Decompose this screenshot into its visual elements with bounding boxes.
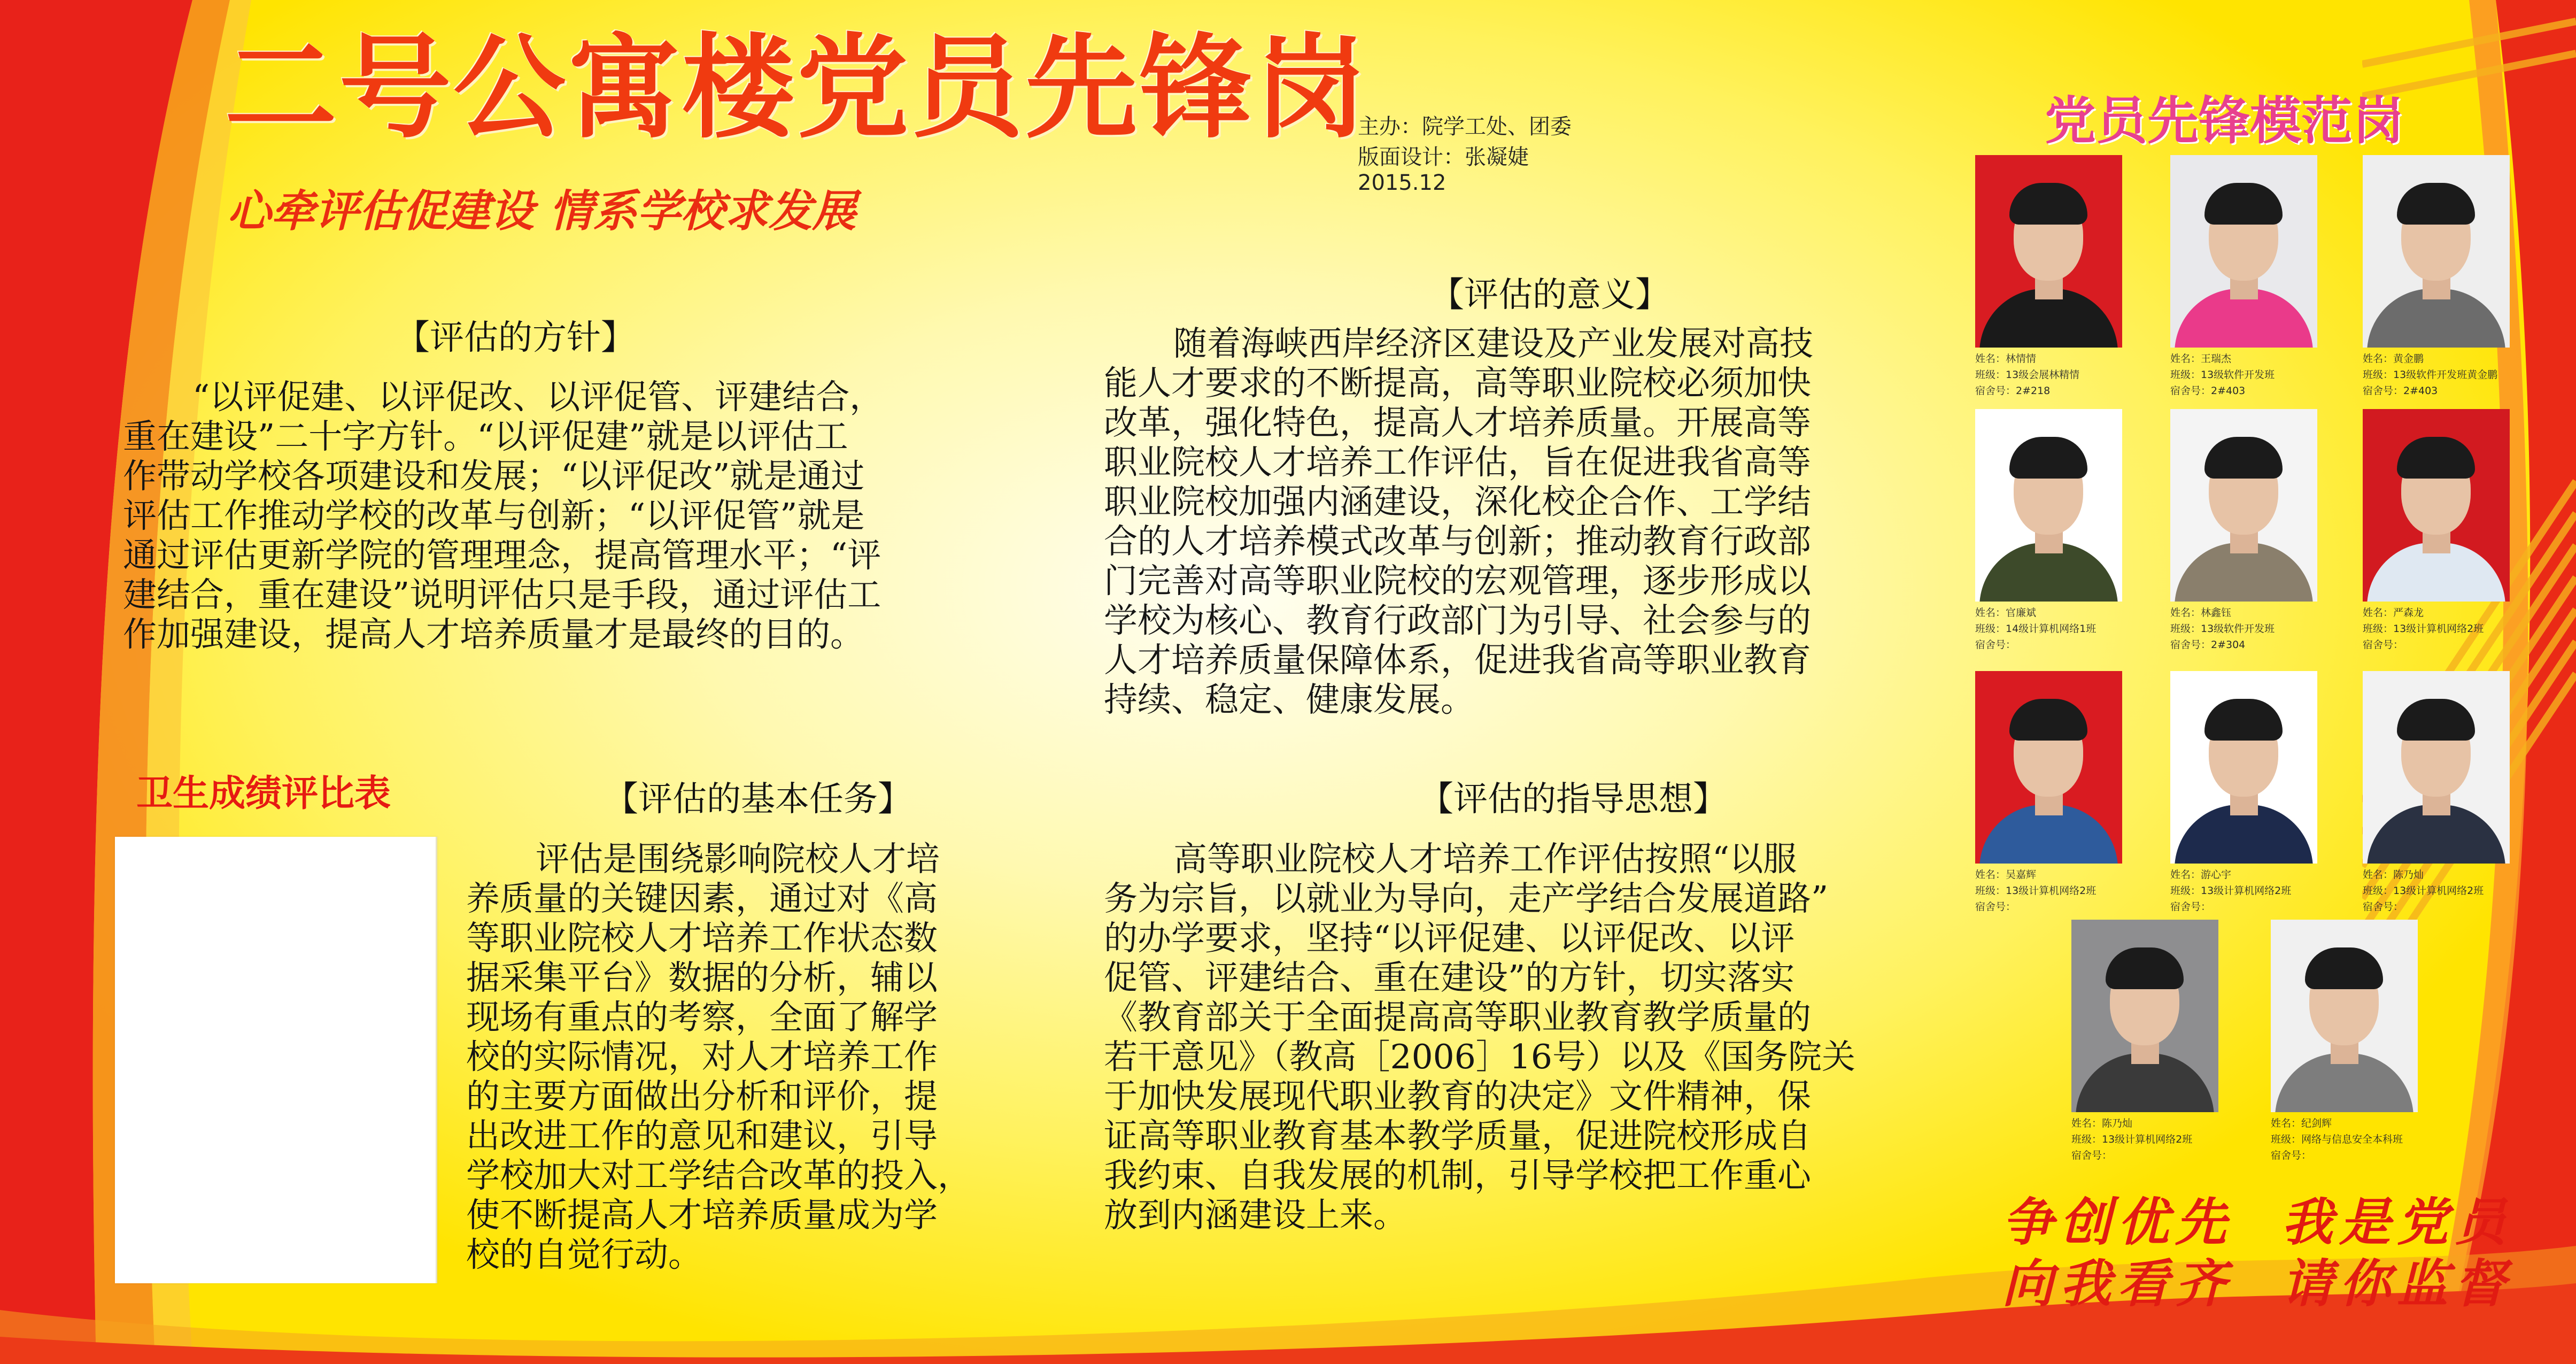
tasks-line: 学校加大对工学结合改革的投入， [466,1156,971,1195]
member-name: 姓名：官廉斌 [1975,607,2037,619]
member-card [1975,155,2122,399]
policy-line: 评估工作推动学校的改革与创新；“以评促管”就是 [123,496,865,535]
policy-line: 重在建设”二十字方针。“以评促建”就是以评估工 [123,417,848,456]
guidance-line: 促管、评建结合、重在建设”的方针，切实落实 [1104,958,1795,997]
tasks-line: 现场有重点的考察，全面了解学 [466,998,938,1037]
guidance-line: 的办学要求，坚持“以评促建、以评促改、以评 [1104,919,1795,958]
paragraph-meaning [1104,324,1813,720]
member-room: 宿舍号： [2271,1150,2312,1161]
member-name: 姓名：纪剑辉 [2271,1118,2332,1129]
guidance-line: 若干意见》（教高［2006］16号）以及《国务院关 [1104,1037,1855,1076]
member-class: 班级：13级计算机网络2班 [2170,885,2292,897]
member-room: 宿舍号：2#304 [2170,639,2246,651]
member-card [2363,409,2510,653]
member-class: 班级：13级软件开发班 [2170,369,2275,381]
member-room: 宿舍号： [1975,639,2016,651]
meaning-line: 持续、稳定、健康发展。 [1104,680,1474,719]
policy-line: 建结合，重在建设”说明评估只是手段，通过评估工 [123,575,881,614]
meaning-line: 学校为核心、教育行政部门为引导、社会参与的 [1104,601,1811,640]
meaning-line: 合的人才培养模式改革与创新；推动教育行政部 [1104,522,1811,561]
hygiene-score-table [115,837,437,1283]
member-photo [2271,920,2418,1112]
member-room: 宿舍号： [2170,901,2211,913]
policy-line: “以评促建、以评促改、以评促管、评建结合， [192,377,884,417]
member-card [2363,671,2510,915]
tasks-line: 据采集平台》数据的分析，辅以 [466,958,938,997]
member-card [2363,155,2510,399]
member-name: 姓名：吴嘉辉 [1975,869,2037,881]
policy-line: 通过评估更新学院的管理理念，提高管理水平；“评 [123,536,881,575]
tasks-line: 校的自觉行动。 [466,1235,702,1274]
member-class: 班级：13级计算机网络2班 [2071,1134,2193,1145]
member-class: 班级：13级计算机网络2班 [2363,885,2484,897]
member-card [2170,671,2317,915]
meaning-line: 改革，强化特色，提高人才培养质量。开展高等 [1104,403,1811,442]
paragraph-guidance [1104,839,1855,1235]
guidance-line: 证高等职业教育基本教学质量，促进院校形成自 [1104,1116,1811,1155]
tasks-line: 使不断提高人才培养质量成为学 [466,1196,938,1235]
tasks-line: 养质量的关键因素，通过对《高 [466,879,938,918]
heading-policy: 【评估的方针】 [396,318,635,358]
organizer-design: 版面设计：张凝婕 [1358,145,1529,169]
member-card [2170,409,2317,653]
model-post-title: 党员先锋模范岗 [2045,91,2404,151]
member-class: 班级：13级软件开发班黄金鹏 [2363,369,2498,381]
tasks-line: 的主要方面做出分析和评价，提 [466,1077,938,1116]
main-title: 二号公寓楼党员先锋岗 [225,22,1369,153]
member-name: 姓名：严森龙 [2363,607,2424,619]
member-photo [2363,671,2510,864]
meaning-line: 随着海峡西岸经济区建设及产业发展对高技 [1173,324,1813,363]
member-room: 宿舍号： [2363,639,2404,651]
member-room: 宿舍号： [2363,901,2404,913]
member-photo [1975,155,2122,348]
meaning-line: 门完善对高等职业院校的宏观管理，逐步形成以 [1104,561,1811,600]
organizer-date: 2015.12 [1358,171,1446,195]
policy-line: 作加强建设，提高人才培养质量才是最终的目的。 [123,615,864,654]
meaning-line: 职业院校人才培养工作评估，旨在促进我省高等 [1104,443,1811,482]
member-card [2071,920,2218,1163]
tasks-line: 等职业院校人才培养工作状态数 [466,919,938,958]
member-name: 姓名：林情情 [1975,353,2037,365]
member-card [2271,920,2418,1163]
meaning-line: 职业院校加强内涵建设，深化校企合作、工学结 [1104,482,1811,521]
member-card [1975,671,2122,915]
heading-guidance: 【评估的指导思想】 [1419,780,1727,819]
paragraph-tasks [466,839,971,1275]
member-name: 姓名：王瑞杰 [2170,353,2232,365]
member-room: 宿舍号： [1975,901,2016,913]
guidance-line: 《教育部关于全面提高高等职业教育教学质量的 [1104,998,1811,1037]
meaning-line: 能人才要求的不断提高，高等职业院校必须加快 [1104,364,1811,403]
guidance-line: 我约束、自我发展的机制，引导学校把工作重心 [1104,1156,1811,1195]
member-class: 班级：13级软件开发班 [2170,623,2275,635]
member-name: 姓名：黄金鹏 [2363,353,2424,365]
member-name: 姓名：陈乃灿 [2071,1118,2133,1129]
member-class: 班级：13级计算机网络2班 [2363,623,2484,635]
member-photo [1975,409,2122,602]
member-class: 班级：网络与信息安全本科班 [2271,1134,2403,1145]
guidance-line: 于加快发展现代职业教育的决定》文件精神，保 [1104,1077,1811,1116]
member-photo [2170,409,2317,602]
meaning-line: 人才培养质量保障体系，促进我省高等职业教育 [1104,641,1811,680]
slogan-line-1: 争创优先 我是党员 [2002,1192,2512,1252]
slogan-line-2: 向我看齐 请你监督 [2002,1253,2512,1314]
hygiene-title: 卫生成绩评比表 [136,773,391,815]
member-room: 宿舍号：2#218 [1975,385,2051,397]
heading-meaning: 【评估的意义】 [1430,275,1669,315]
member-class: 班级：13级会展林精情 [1975,369,2080,381]
paragraph-policy [123,377,883,654]
member-card [1975,409,2122,653]
member-name: 姓名：游心宇 [2170,869,2232,881]
member-photo [2170,155,2317,348]
member-photo [2170,671,2317,864]
tasks-line: 出改进工作的意见和建议，引导 [466,1116,938,1155]
guidance-line: 放到内涵建设上来。 [1104,1196,1407,1235]
member-room: 宿舍号：2#403 [2170,385,2246,397]
organizer-host: 主办：院学工处、团委 [1358,114,1572,139]
member-photo [2071,920,2218,1112]
tasks-line: 评估是围绕影响院校人才培 [536,839,940,878]
member-photo [1975,671,2122,864]
member-card [2170,155,2317,399]
member-room: 宿舍号： [2071,1150,2113,1161]
member-room: 宿舍号：2#403 [2363,385,2438,397]
member-name: 姓名：陈乃灿 [2363,869,2424,881]
member-photo [2363,155,2510,348]
member-photo [2363,409,2510,602]
member-name: 姓名：林鑫钰 [2170,607,2232,619]
member-class: 班级：14级计算机网络1班 [1975,623,2097,635]
subtitle: 心牵评估促建设 情系学校求发展 [227,186,856,237]
guidance-line: 高等职业院校人才培养工作评估按照“以服 [1173,839,1797,878]
policy-line: 作带动学校各项建设和发展；“以评促改”就是通过 [123,457,865,496]
tasks-line: 校的实际情况，对人才培养工作 [466,1037,938,1076]
guidance-line: 务为宗旨，以就业为导向，走产学结合发展道路” [1104,879,1829,918]
member-class: 班级：13级计算机网络2班 [1975,885,2097,897]
heading-tasks: 【评估的基本任务】 [604,780,912,819]
